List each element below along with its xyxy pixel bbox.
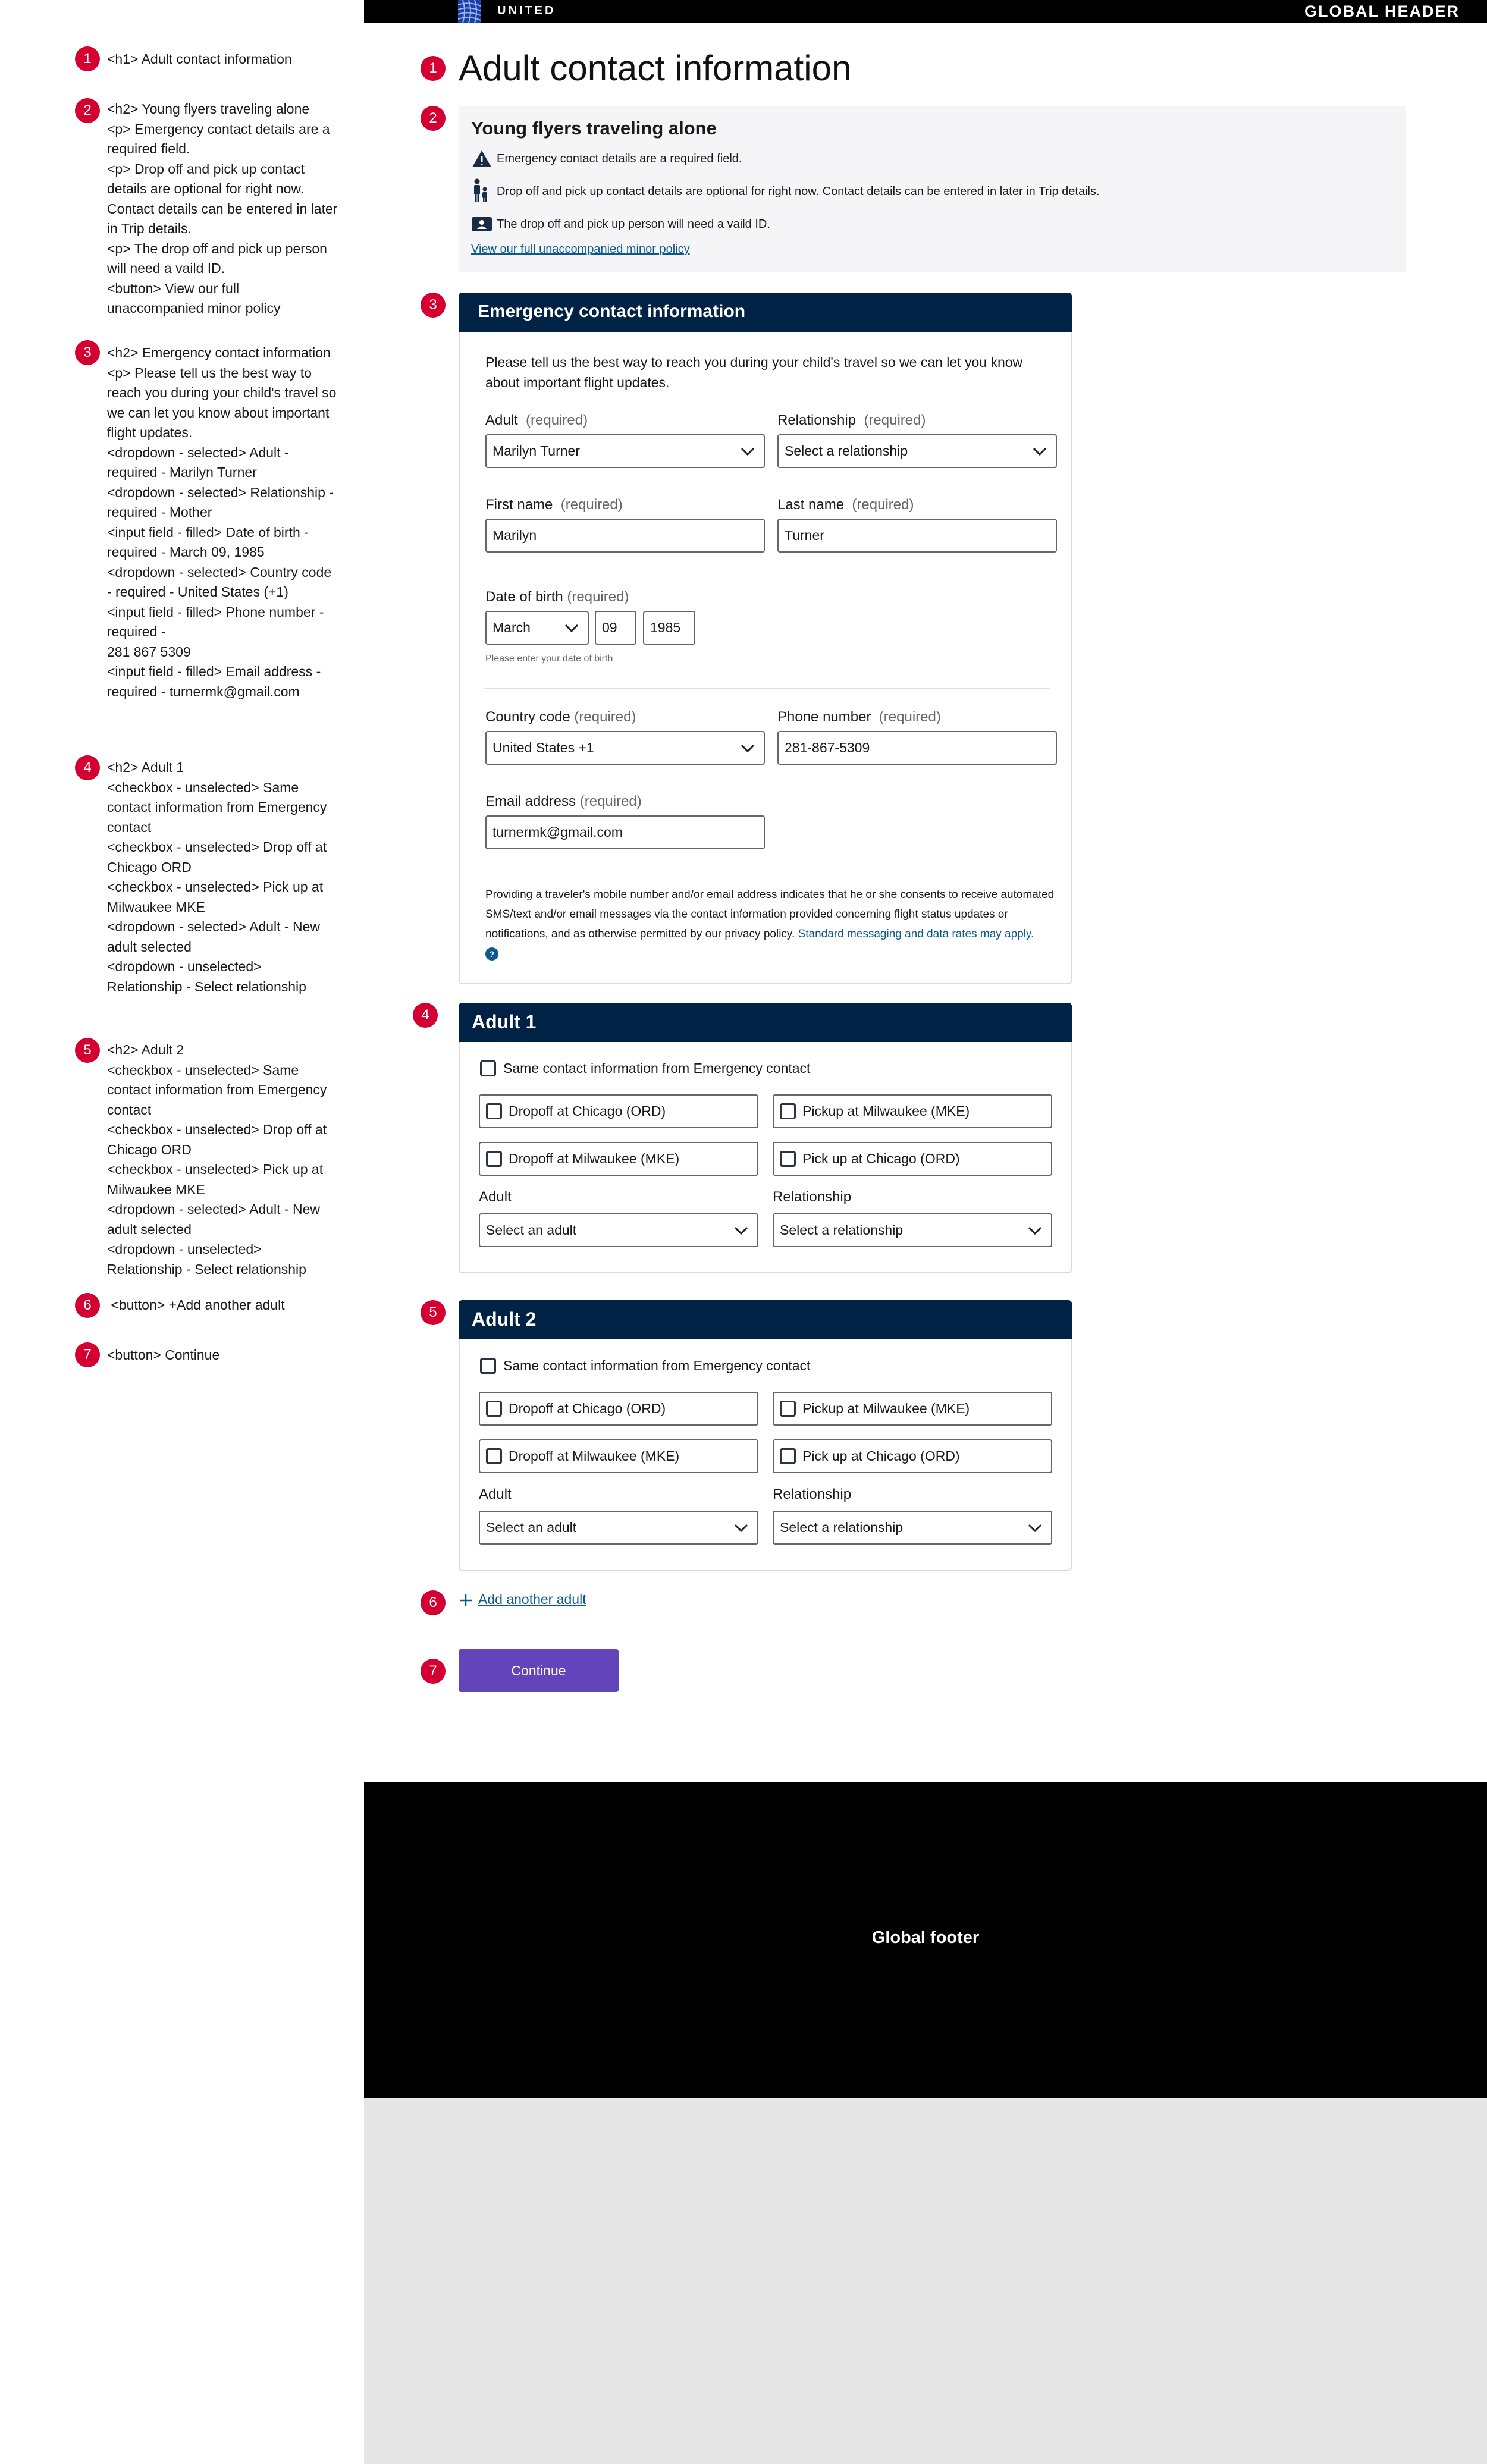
- adult-2-same-contact-checkbox[interactable]: [480, 1358, 496, 1374]
- unaccompanied-minor-policy-link[interactable]: View our full unaccompanied minor policy: [471, 243, 690, 256]
- checkbox-box: [486, 1151, 502, 1167]
- adult-2-same-contact-label: Same contact information from Emergency contact: [503, 1358, 811, 1373]
- adult-2-card: [459, 1300, 1072, 1571]
- chevron-down-icon: [564, 620, 579, 636]
- relationship-label: Relationship (required): [777, 412, 926, 428]
- adult-1-pickup-ord-checkbox[interactable]: Pick up at Chicago (ORD): [773, 1142, 1052, 1176]
- adult-1-relationship-dropdown[interactable]: Select a relationship: [773, 1213, 1052, 1247]
- help-icon[interactable]: ?: [485, 947, 498, 961]
- adult-2-title: Adult 2: [472, 1308, 537, 1330]
- annotation-badge-4: 4: [75, 755, 100, 780]
- chevron-down-icon: [1027, 1520, 1043, 1536]
- annotation-badge-2: 2: [75, 98, 100, 123]
- section-badge-5: 5: [421, 1300, 446, 1325]
- adult-1-title: Adult 1: [472, 1011, 537, 1032]
- global-header: [364, 0, 1487, 23]
- adult-1-header: [459, 1003, 1072, 1042]
- section-badge-6: 6: [421, 1590, 446, 1615]
- email-input[interactable]: turnermk@gmail.com: [485, 815, 765, 849]
- emergency-intro: Please tell us the best way to reach you during your child's travel so we can let you know about important flight updates.: [485, 354, 1023, 390]
- page-title: Adult contact information: [459, 48, 852, 88]
- united-wordmark: UNITED: [497, 4, 556, 17]
- emergency-contact-header: [459, 293, 1072, 332]
- adult-2-dropoff-mke-checkbox[interactable]: Dropoff at Milwaukee (MKE): [479, 1439, 758, 1473]
- phone-input[interactable]: 281-867-5309: [777, 731, 1057, 765]
- notice-item-id: The drop off and pick up person will need a vaild ID.: [497, 218, 770, 231]
- adult-1-adult-dropdown[interactable]: Select an adult: [479, 1213, 758, 1247]
- dob-month-dropdown[interactable]: March: [485, 611, 589, 645]
- annotation-note-6: <button> +Add another adult: [107, 1297, 285, 1313]
- first-name-label: First name (required): [485, 497, 623, 513]
- warning-icon: [472, 150, 492, 168]
- adult-2-relationship-label: Relationship: [773, 1486, 852, 1502]
- country-code-dropdown[interactable]: United States +1: [485, 731, 765, 765]
- consent-text: Providing a traveler's mobile number and/or email address indicates that he or she consents to receive automated SMS/text and/or email messages via the contact information provided concerning flight status updates or notifications, and as otherwise permitted by our privacy policy. Standard messaging and data rates may apply. ?: [485, 885, 1056, 963]
- young-flyers-notice: [459, 106, 1406, 272]
- annotation-note-1: <h1> Adult contact information: [107, 51, 292, 67]
- plus-icon: [459, 1593, 473, 1608]
- phone-label: Phone number (required): [777, 709, 941, 725]
- notice-item-required: Emergency contact details are a required field.: [497, 152, 742, 165]
- annotation-badge-6: 6: [75, 1293, 100, 1318]
- dob-day-input[interactable]: 09: [595, 611, 636, 645]
- last-name-label: Last name (required): [777, 497, 914, 513]
- checkbox-box: [780, 1151, 796, 1167]
- relationship-dropdown[interactable]: Select a relationship: [777, 434, 1057, 468]
- adult-2-adult-label: Adult: [479, 1486, 512, 1502]
- adult-2-pickup-mke-checkbox[interactable]: Pickup at Milwaukee (MKE): [773, 1392, 1052, 1426]
- divider: [484, 688, 1050, 689]
- annotation-note-3: <h2> Emergency contact information <p> Please tell us the best way to reach you during your child's travel so we can let you know about important flight updates. <dropdown - selected> Adult - required - Marilyn Turner <dropdown - selected> Relationship - required - Mother <input field - filled> Date of birth - required - March 09, 1985 <dropdown - selected> Country code - required - United States (+1) <input field - filled> Phone number - required - 281 867 5309 <input field - filled> Email address - required - turnermk@gmail.com: [107, 345, 340, 699]
- page-background-gray: [364, 2098, 1487, 2464]
- global-header-label: GLOBAL HEADER: [1304, 2, 1460, 20]
- chevron-down-icon: [740, 444, 755, 459]
- annotation-badge-7: 7: [75, 1342, 100, 1367]
- section-badge-7: 7: [421, 1659, 446, 1684]
- united-globe-logo[interactable]: [458, 0, 481, 23]
- chevron-down-icon: [1027, 1223, 1043, 1238]
- checkbox-box: [486, 1103, 502, 1119]
- section-badge-1: 1: [421, 56, 446, 81]
- annotation-note-7: <button> Continue: [107, 1347, 220, 1363]
- adult-2-adult-dropdown[interactable]: Select an adult: [479, 1511, 758, 1545]
- global-footer-label: Global footer: [871, 1928, 980, 1947]
- country-code-label: Country code (required): [485, 709, 636, 725]
- adult-2-header: [459, 1300, 1072, 1339]
- annotation-badge-1: 1: [75, 46, 100, 71]
- dob-label: Date of birth (required): [485, 589, 629, 605]
- standard-messaging-link[interactable]: Standard messaging and data rates may apply.: [798, 928, 1034, 940]
- notice-item-optional: Drop off and pick up contact details are optional for right now. Contact details can be entered in later in Trip details.: [497, 185, 1100, 198]
- checkbox-box: [780, 1103, 796, 1119]
- emergency-contact-card: [459, 293, 1072, 984]
- adult-2-dropoff-ord-checkbox[interactable]: Dropoff at Chicago (ORD): [479, 1392, 758, 1426]
- adult-label: Adult (required): [485, 412, 588, 428]
- checkbox-box: [780, 1448, 796, 1464]
- first-name-input[interactable]: Marilyn: [485, 519, 765, 553]
- id-card-icon: [472, 217, 492, 231]
- annotation-note-5: <h2> Adult 2 <checkbox - unselected> Same contact information from Emergency contact <checkbox - unselected> Drop off at Chicago ORD <checkbox - unselected> Pick up at Milwaukee MKE <dropdown - selected> Adult - New adult selected <dropdown - unselected> Relationship - Select relationship: [107, 1042, 331, 1277]
- section-badge-3: 3: [421, 293, 446, 318]
- dob-hint: Please enter your date of birth: [485, 654, 613, 664]
- section-badge-2: 2: [421, 106, 446, 131]
- continue-button[interactable]: Continue: [459, 1649, 619, 1692]
- global-footer: [364, 1782, 1487, 2098]
- adult-1-card: [459, 1003, 1072, 1273]
- adult-1-relationship-label: Relationship: [773, 1189, 852, 1205]
- adult-2-pickup-ord-checkbox[interactable]: Pick up at Chicago (ORD): [773, 1439, 1052, 1473]
- email-label: Email address (required): [485, 793, 642, 809]
- emergency-contact-title: Emergency contact information: [478, 302, 746, 321]
- chevron-down-icon: [733, 1223, 749, 1238]
- adult-1-dropoff-ord-checkbox[interactable]: Dropoff at Chicago (ORD): [479, 1094, 758, 1128]
- annotation-badge-3: 3: [75, 340, 100, 365]
- chevron-down-icon: [1032, 444, 1047, 459]
- checkbox-box: [486, 1401, 502, 1417]
- adult-1-pickup-mke-checkbox[interactable]: Pickup at Milwaukee (MKE): [773, 1094, 1052, 1128]
- notice-title: Young flyers traveling alone: [471, 118, 717, 139]
- chevron-down-icon: [733, 1520, 749, 1536]
- annotation-note-2: <h2> Young flyers traveling alone <p> Emergency contact details are a required field. <p> Drop off and pick up contact details are optional for right now. Contact details can be entered in later in Trip details. <p> The drop off and pick up person will need a vaild ID. <button> View our full unaccompanied minor policy: [107, 101, 341, 316]
- checkbox-box: [780, 1401, 796, 1417]
- dob-year-input[interactable]: 1985: [643, 611, 695, 645]
- annotation-badge-5: 5: [75, 1038, 100, 1063]
- checkbox-box: [486, 1448, 502, 1464]
- adult-2-relationship-dropdown[interactable]: Select a relationship: [773, 1511, 1052, 1545]
- adult-1-same-contact-label: Same contact information from Emergency contact: [503, 1060, 811, 1076]
- adult-1-same-contact-checkbox[interactable]: [480, 1060, 496, 1076]
- family-icon: [472, 178, 490, 202]
- adult-dropdown[interactable]: Marilyn Turner: [485, 434, 765, 468]
- adult-1-dropoff-mke-checkbox[interactable]: Dropoff at Milwaukee (MKE): [479, 1142, 758, 1176]
- add-another-adult-link[interactable]: Add another adult: [478, 1592, 586, 1607]
- last-name-input[interactable]: Turner: [777, 519, 1057, 553]
- adult-1-adult-label: Adult: [479, 1189, 512, 1205]
- section-badge-4: 4: [413, 1003, 438, 1028]
- chevron-down-icon: [740, 740, 755, 756]
- annotation-note-4: <h2> Adult 1 <checkbox - unselected> Same contact information from Emergency contact <checkbox - unselected> Drop off at Chicago ORD <checkbox - unselected> Pick up at Milwaukee MKE <dropdown - selected> Adult - New adult selected <dropdown - unselected> Relationship - Select relationship: [107, 759, 331, 994]
